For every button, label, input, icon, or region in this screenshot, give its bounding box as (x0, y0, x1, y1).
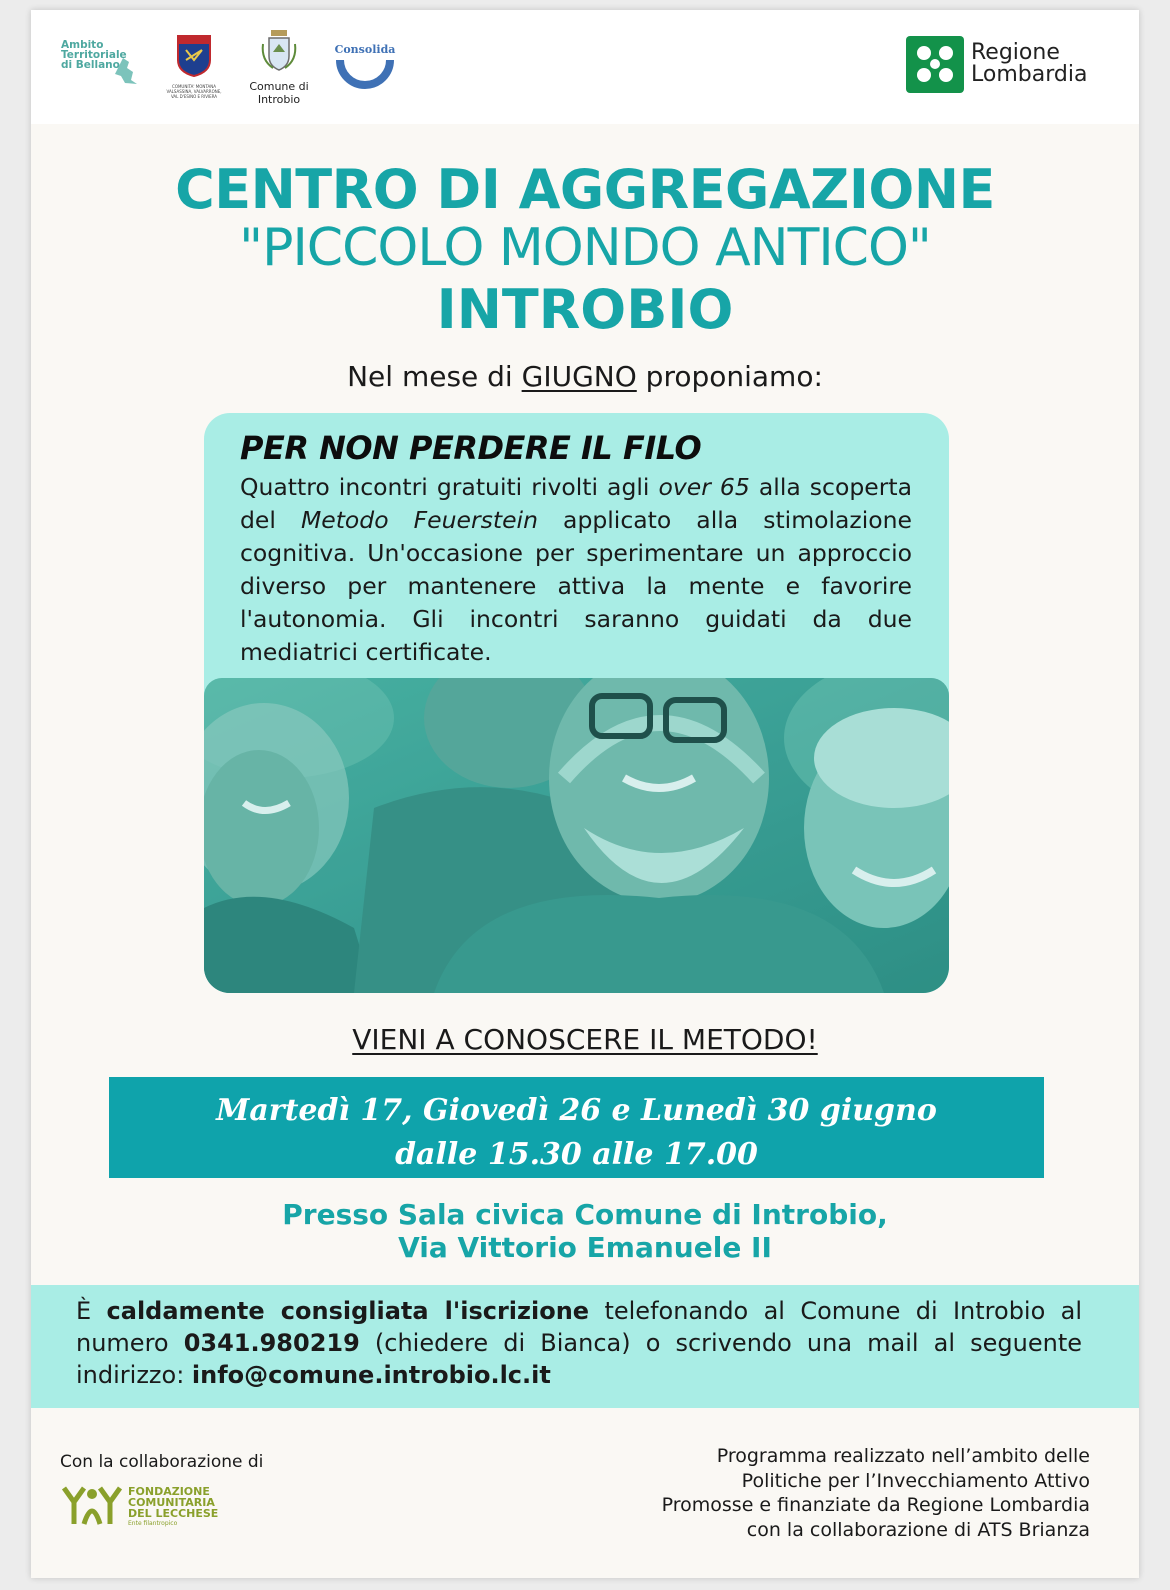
program-line: Programma realizzato nell’ambito delle (716, 1445, 1090, 1467)
program-credits (662, 1444, 1090, 1542)
program-line: con la collaborazione di ATS Brianza (746, 1518, 1090, 1541)
registration-note (31, 1285, 1139, 1408)
comune-logo-caption: Comune di Introbio (249, 80, 309, 106)
note-mid2: (chiedere di Bianca) o scrivendo una mail al seguente indirizzo: (76, 1329, 1082, 1389)
comune-introbio-logo (244, 28, 314, 106)
comunita-montana-logo (164, 34, 224, 104)
note-prefix: È (76, 1297, 107, 1325)
dates-line-1: Martedì 17, Giovedì 26 e Lunedì 30 giugno (216, 1093, 937, 1128)
logo-header (31, 10, 1139, 124)
consolida-logo-text: Consolida (334, 43, 396, 56)
ambito-logo-text: Ambito Territoriale di Bellano (61, 39, 127, 71)
note-bold: caldamente consigliata l'iscrizione (106, 1297, 590, 1325)
title-line-3: INTROBIO (436, 278, 734, 341)
shield-crest-icon (174, 34, 214, 78)
regione-lombardia-logo (906, 36, 1116, 94)
location-line-2: Via Vittorio Emanuele II (398, 1231, 772, 1264)
title-line-1: CENTRO DI AGGREGAZIONE (175, 158, 995, 221)
activity-card (204, 413, 949, 993)
program-line: Politiche per l’Invecchiamento Attivo (741, 1469, 1090, 1492)
registration-text (76, 1295, 1082, 1391)
email-address: info@comune.introbio.lc.it (191, 1361, 551, 1389)
regione-lombardia-mark-icon (906, 36, 964, 93)
fondazione-logo (62, 1484, 222, 1534)
dates-line-2: dalle 15.30 alle 17.00 (395, 1137, 758, 1172)
desc-part-3: applicato alla stimolazione cognitiva. Un'occasione per sperimentare un approccio diverso per mantenere attiva la mente e favorire l'autonomia. Gli incontri saranno guidati da due mediatrici certificate. (240, 506, 913, 666)
seniors-photo (204, 678, 949, 993)
territory-map-icon (113, 56, 139, 86)
coat-of-arms-icon (259, 28, 299, 76)
desc-over: over 65 (658, 473, 750, 501)
fondazione-figures-icon (62, 1484, 122, 1526)
activity-description (240, 471, 912, 669)
desc-part-1: Quattro incontri gratuiti rivolti agli (240, 473, 659, 501)
consolida-arc-icon (334, 56, 396, 90)
desc-part-2: alla scoperta del (240, 473, 912, 534)
location (31, 1198, 1139, 1264)
phone-number: 0341.980219 (183, 1329, 360, 1357)
flyer-page (31, 10, 1139, 1578)
intro-prefix: Nel mese di (347, 360, 522, 393)
fondazione-name: FONDAZIONE COMUNITARIA DEL LECCHESE (128, 1485, 219, 1520)
consolida-logo (334, 43, 396, 94)
activity-heading: PER NON PERDERE IL FILO (240, 429, 702, 467)
intro-text (31, 360, 1139, 393)
desc-metodo: Metodo Feuerstein (300, 506, 538, 534)
program-line: Promosse e finanziate da Regione Lombardia (661, 1494, 1090, 1516)
regione-lombardia-text: Regione Lombardia (971, 40, 1088, 87)
note-mid: telefonando al Comune di Introbio al numero (76, 1297, 1083, 1357)
fondazione-subtitle: Ente filantropico (128, 1520, 178, 1527)
location-line-1: Presso Sala civica Comune di Introbio, (282, 1198, 888, 1231)
intro-suffix: proponiamo: (636, 360, 823, 393)
intro-month: GIUGNO (521, 360, 637, 393)
cta-label: VIENI A CONOSCERE IL METODO! (352, 1023, 818, 1056)
cta-text (31, 1023, 1139, 1056)
ambito-bellano-logo (61, 40, 141, 95)
title-line-2: "PICCOLO MONDO ANTICO" (239, 218, 931, 278)
collaboration-label: Con la collaborazione di (60, 1452, 264, 1472)
dates-banner (109, 1077, 1044, 1178)
comunita-logo-caption: COMUNITA' MONTANA VALSASSINA, VALVARRONE, VAL D'ESINO E RIVIERA (166, 84, 222, 99)
